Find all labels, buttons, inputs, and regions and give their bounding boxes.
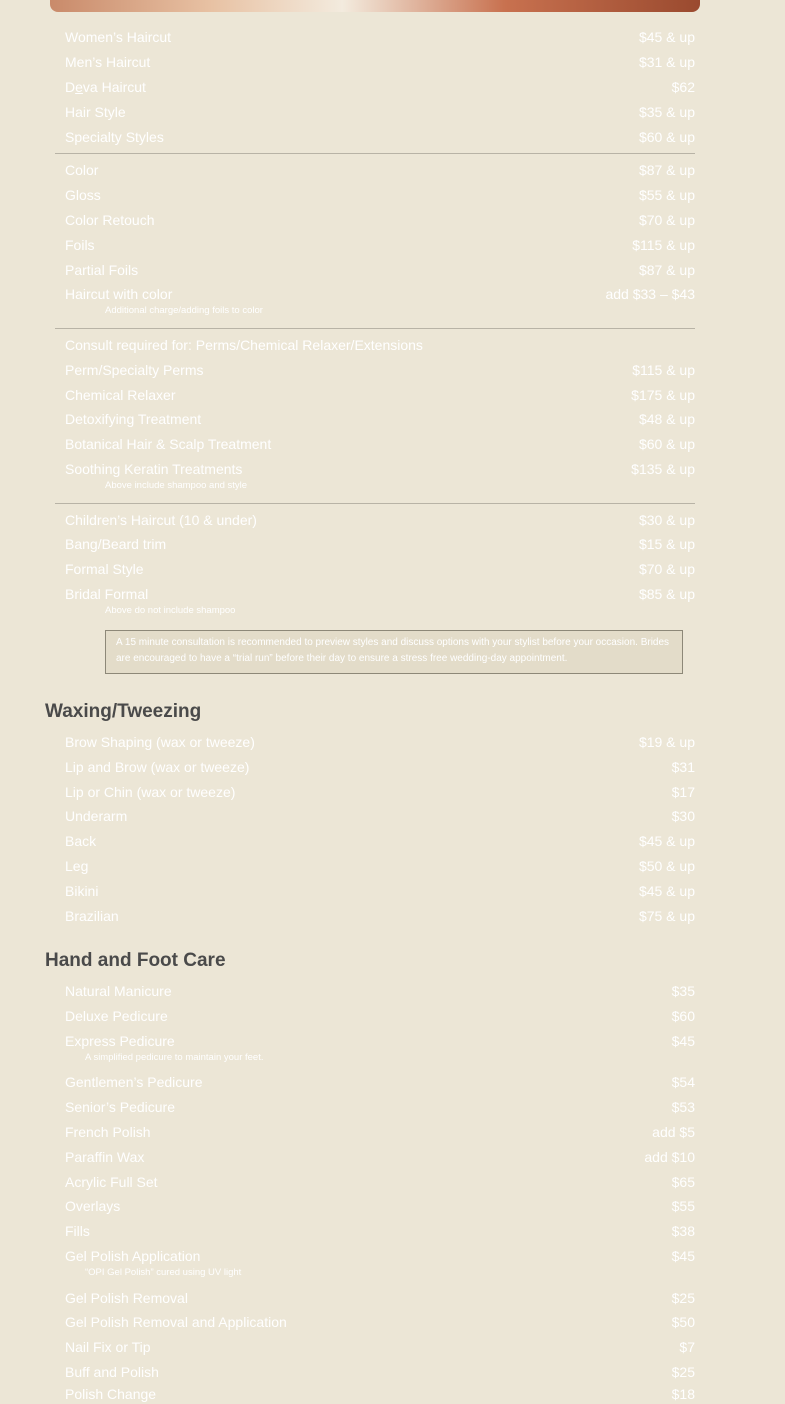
service-name: Gentlemen’s Pedicure [65,1074,203,1090]
service-row [65,1337,695,1357]
service-price: $25 [671,1364,695,1380]
service-row [65,559,695,579]
service-row [65,1147,695,1167]
service-name: Gel Polish Removal and Application [65,1314,287,1330]
service-name: Deva Haircut [65,79,146,95]
service-price: add $33 – $43 [605,286,695,302]
section-heading-waxing: Waxing/Tweezing [45,701,202,722]
service-name: Bikini [65,883,99,899]
section-heading-hand-foot: Hand and Foot Care [45,950,226,971]
service-price: $50 & up [638,858,695,874]
service-row [65,510,695,530]
service-name: Foils [65,237,95,253]
service-name: Underarm [65,808,128,824]
service-row [65,52,695,72]
service-row [65,27,695,47]
service-name: Senior’s Pedicure [65,1099,175,1115]
service-row [65,1097,695,1117]
service-price: add $5 [652,1124,695,1140]
service-name: Natural Manicure [65,983,172,999]
service-row [65,260,695,280]
service-price: $45 [671,1248,695,1264]
service-price: $35 & up [638,104,695,120]
service-name: Partial Foils [65,262,139,278]
service-name: Women’s Haircut [65,29,172,45]
service-name: Buff and Polish [65,1364,159,1380]
service-price: $7 [679,1339,695,1355]
service-row [65,409,695,429]
service-price: $31 [671,759,695,775]
service-row [65,102,695,122]
service-name: Formal Style [65,561,144,577]
hero-image [50,0,700,12]
service-name: Chemical Relaxer [65,387,176,403]
service-name: Gel Polish Application [65,1248,201,1264]
service-name: Bang/Beard trim [65,536,167,552]
service-row [65,831,695,851]
service-price: $38 [671,1223,695,1239]
service-row [65,434,695,454]
service-price: $55 [671,1198,695,1214]
service-name: Gloss [65,187,101,203]
service-price: $54 [671,1074,695,1090]
service-price: $62 [671,79,695,95]
service-row [65,1362,695,1382]
service-name: Children’s Haircut (10 & under) [65,512,257,528]
service-row [65,185,695,205]
service-row [65,1006,695,1026]
service-name: Color Retouch [65,212,155,228]
service-price: $17 [671,784,695,800]
service-name: Lip or Chin (wax or tweeze) [65,784,236,800]
service-row [65,1196,695,1216]
service-price: $65 [671,1174,695,1190]
service-price: $70 & up [638,212,695,228]
service-name: Detoxifying Treatment [65,411,202,427]
service-price: $87 & up [638,162,695,178]
service-row [65,459,695,479]
service-row [65,1122,695,1142]
service-price: $60 & up [638,129,695,145]
service-price: $53 [671,1099,695,1115]
service-row [65,385,695,405]
service-row [65,360,695,380]
service-row [65,77,695,97]
service-name: Express Pedicure [65,1033,175,1049]
consult-note: Consult required for: Perms/Chemical Relaxer/Extensions [65,337,423,353]
service-row [65,906,695,926]
service-row [65,757,695,777]
service-row [65,1072,695,1092]
service-price: $60 [671,1008,695,1024]
service-price: $30 & up [638,512,695,528]
consultation-notice: A 15 minute consultation is recommended to preview styles and discuss options with your stylist before your occasion. Brides are encouraged to have a “trial run” before their day to ensure a stress free wedding-day appointment. [105,630,683,674]
service-name: Gel Polish Removal [65,1290,188,1306]
service-row [65,534,695,554]
service-price: $25 [671,1290,695,1306]
service-price: $15 & up [638,536,695,552]
service-row [65,856,695,876]
service-row [65,1288,695,1308]
service-name: Lip and Brow (wax or tweeze) [65,759,250,775]
section-divider [55,153,695,154]
service-note: “OPI Gel Polish” cured using UV light [85,1267,242,1278]
service-row [65,1312,695,1332]
service-note: Additional charge/adding foils to color [105,305,263,316]
service-name: Brow Shaping (wax or tweeze) [65,734,255,750]
service-price: $115 & up [632,362,695,378]
service-name: Specialty Styles [65,129,164,145]
service-row [65,981,695,1001]
service-row [65,235,695,255]
service-row [65,1221,695,1241]
service-price: $48 & up [638,411,695,427]
service-price: $50 [671,1314,695,1330]
service-price: $35 [671,983,695,999]
service-name: Back [65,833,97,849]
service-row [65,127,695,147]
service-price: $60 & up [638,436,695,452]
service-price: $70 & up [638,561,695,577]
service-note: A simplified pedicure to maintain your feet. [85,1052,264,1063]
service-price: $175 & up [631,387,695,403]
service-row [65,806,695,826]
service-price: $45 & up [638,883,695,899]
service-row [65,1172,695,1192]
service-row [65,284,695,304]
service-name: Perm/Specialty Perms [65,362,204,378]
service-price: $115 & up [632,237,695,253]
service-row [65,732,695,752]
service-price: $135 & up [631,461,695,477]
service-name: Brazilian [65,908,119,924]
service-name: Fills [65,1223,90,1239]
service-row [65,1246,695,1266]
service-row [65,881,695,901]
service-price: $87 & up [638,262,695,278]
service-row [65,584,695,604]
service-price: $55 & up [638,187,695,203]
service-row [65,1031,695,1051]
service-name: Hair Style [65,104,126,120]
service-row [65,782,695,802]
service-name: Polish Change [65,1386,157,1402]
service-price: $18 [671,1386,695,1402]
service-price: $85 & up [638,586,695,602]
service-note: Above include shampoo and style [105,480,248,491]
service-row [65,1384,695,1404]
service-name: Soothing Keratin Treatments [65,461,243,477]
service-price: $30 [671,808,695,824]
service-price: $31 & up [638,54,695,70]
service-name: French Polish [65,1124,151,1140]
service-name: Haircut with color [65,286,173,302]
service-price: $75 & up [638,908,695,924]
service-name: Bridal Formal [65,586,149,602]
service-price: $45 & up [638,29,695,45]
section-divider [55,328,695,329]
service-price: $45 [671,1033,695,1049]
service-price: add $10 [644,1149,695,1165]
service-name: Acrylic Full Set [65,1174,158,1190]
service-name: Botanical Hair & Scalp Treatment [65,436,272,452]
service-row [65,210,695,230]
service-name: Paraffin Wax [65,1149,145,1165]
service-name: Deluxe Pedicure [65,1008,168,1024]
service-name: Overlays [65,1198,121,1214]
service-name: Leg [65,858,89,874]
service-note: Above do not include shampoo [105,605,236,616]
service-name: Nail Fix or Tip [65,1339,151,1355]
section-divider [55,503,695,504]
service-price: $45 & up [638,833,695,849]
service-name: Color [65,162,99,178]
service-row [65,160,695,180]
service-name: Men’s Haircut [65,54,151,70]
service-price: $19 & up [638,734,695,750]
